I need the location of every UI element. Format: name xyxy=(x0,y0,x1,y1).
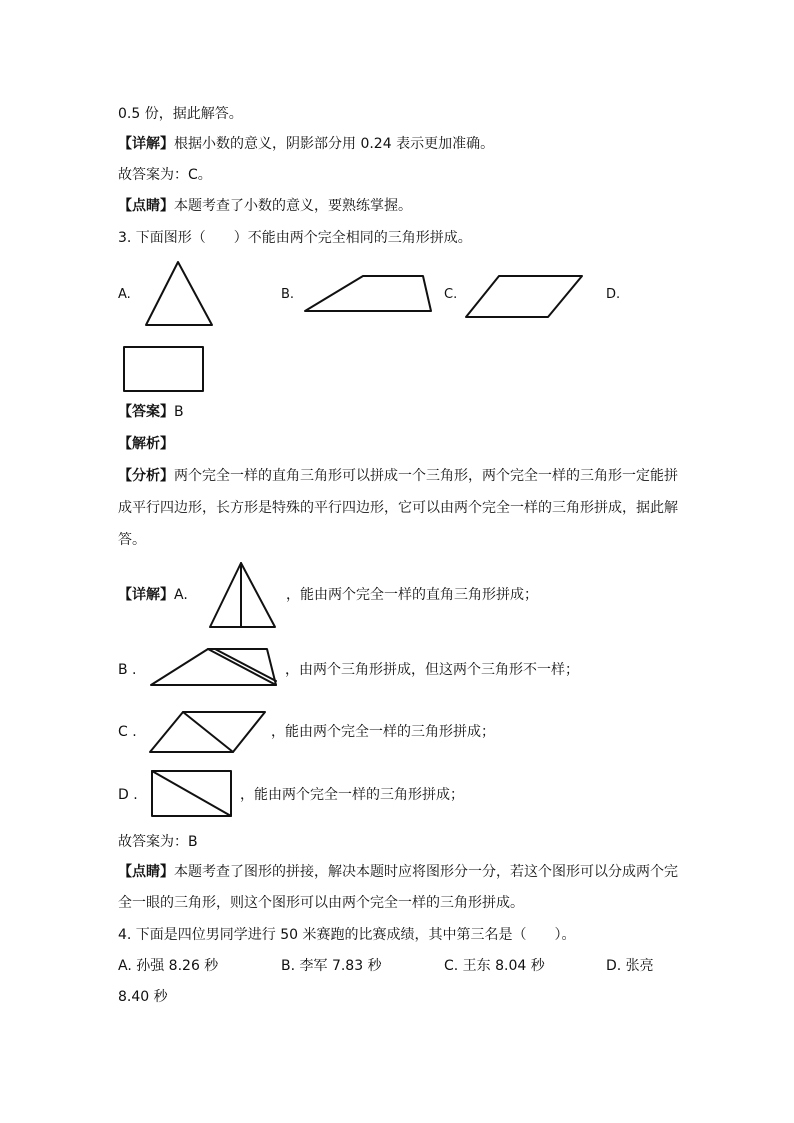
final-answer: 故答案为：B xyxy=(118,834,198,850)
detail-tag: 【详解】 xyxy=(118,136,174,152)
trapezoid-figure xyxy=(303,274,435,314)
question-3-title: 3. 下面图形（ ）不能由两个完全相同的三角形拼成。 xyxy=(118,230,472,246)
option-b: B. 李军 7.83 秒 xyxy=(281,958,382,974)
option-c-label: C. xyxy=(444,287,458,302)
split-trapezoid-figure xyxy=(148,646,280,688)
split-triangle-figure xyxy=(207,561,279,631)
detail-text: 根据小数的意义，阴影部分用 0.24 表示更加准确。 xyxy=(174,136,495,152)
detail-b-label: B . xyxy=(118,662,137,678)
comment-tag: 【点睛】 xyxy=(118,198,174,214)
detail-d-text: ，能由两个完全一样的三角形拼成； xyxy=(240,787,464,803)
option-c: C. 王东 8.04 秒 xyxy=(444,958,545,974)
analysis-tag: 【解析】 xyxy=(118,436,174,452)
detail-a-text: ，能由两个完全一样的直角三角形拼成； xyxy=(286,587,538,603)
analyze-tag: 【分析】 xyxy=(118,468,174,484)
option-d-label: D. xyxy=(606,287,621,302)
comment-line-2: 全一眼的三角形，则这个图形可以由两个完全一样的三角形拼成。 xyxy=(118,895,524,911)
answer-tag: 【答案】 xyxy=(118,404,174,420)
comment-line-1: 【点睛】本题考查了图形的拼接，解决本题时应将图形分一分，若这个图形可以分成两个完 xyxy=(118,864,678,880)
detail-tag: 【详解】 xyxy=(118,587,174,603)
option-a-label: A. xyxy=(118,287,131,302)
option-b-label: B. xyxy=(281,287,295,302)
comment-tag: 【点睛】 xyxy=(118,864,174,880)
question-4-title: 4. 下面是四位男同学进行 50 米赛跑的比赛成绩，其中第三名是（ ）。 xyxy=(118,927,576,943)
detail-d-label: D . xyxy=(118,787,138,803)
detail-c-text: ，能由两个完全一样的三角形拼成； xyxy=(271,724,495,740)
analyze-line-2: 成平行四边形，长方形是特殊的平行四边形，它可以由两个完全一样的三角形拼成，据此解 xyxy=(118,500,678,516)
detail-c-label: C . xyxy=(118,724,137,740)
option-d-continued: 8.40 秒 xyxy=(118,989,168,1005)
detail-b-text: ，由两个三角形拼成，但这两个三角形不一样； xyxy=(285,662,579,678)
split-rectangle-figure xyxy=(150,769,234,819)
comment-line xyxy=(118,196,412,216)
comment-text: 本题考查了小数的意义，要熟练掌握。 xyxy=(174,198,412,214)
rectangle-figure xyxy=(122,345,206,393)
text-line: 0.5 份，据此解答。 xyxy=(118,106,243,122)
answer-line: 故答案为：C。 xyxy=(118,167,212,183)
option-a: A. 孙强 8.26 秒 xyxy=(118,958,219,974)
option-d: D. 张亮 xyxy=(606,958,654,974)
parallelogram-figure xyxy=(464,274,586,320)
analyze-line-1: 【分析】两个完全一样的直角三角形可以拼成一个三角形，两个完全一样的三角形一定能拼 xyxy=(118,468,678,484)
detail-line xyxy=(118,134,494,154)
answer-line xyxy=(118,402,184,422)
detail-a-label: 【详解】A. xyxy=(118,587,188,603)
analyze-line-3: 答。 xyxy=(118,532,146,548)
triangle-figure xyxy=(144,260,216,328)
split-parallelogram-figure xyxy=(147,709,269,755)
answer-value: B xyxy=(174,404,184,420)
